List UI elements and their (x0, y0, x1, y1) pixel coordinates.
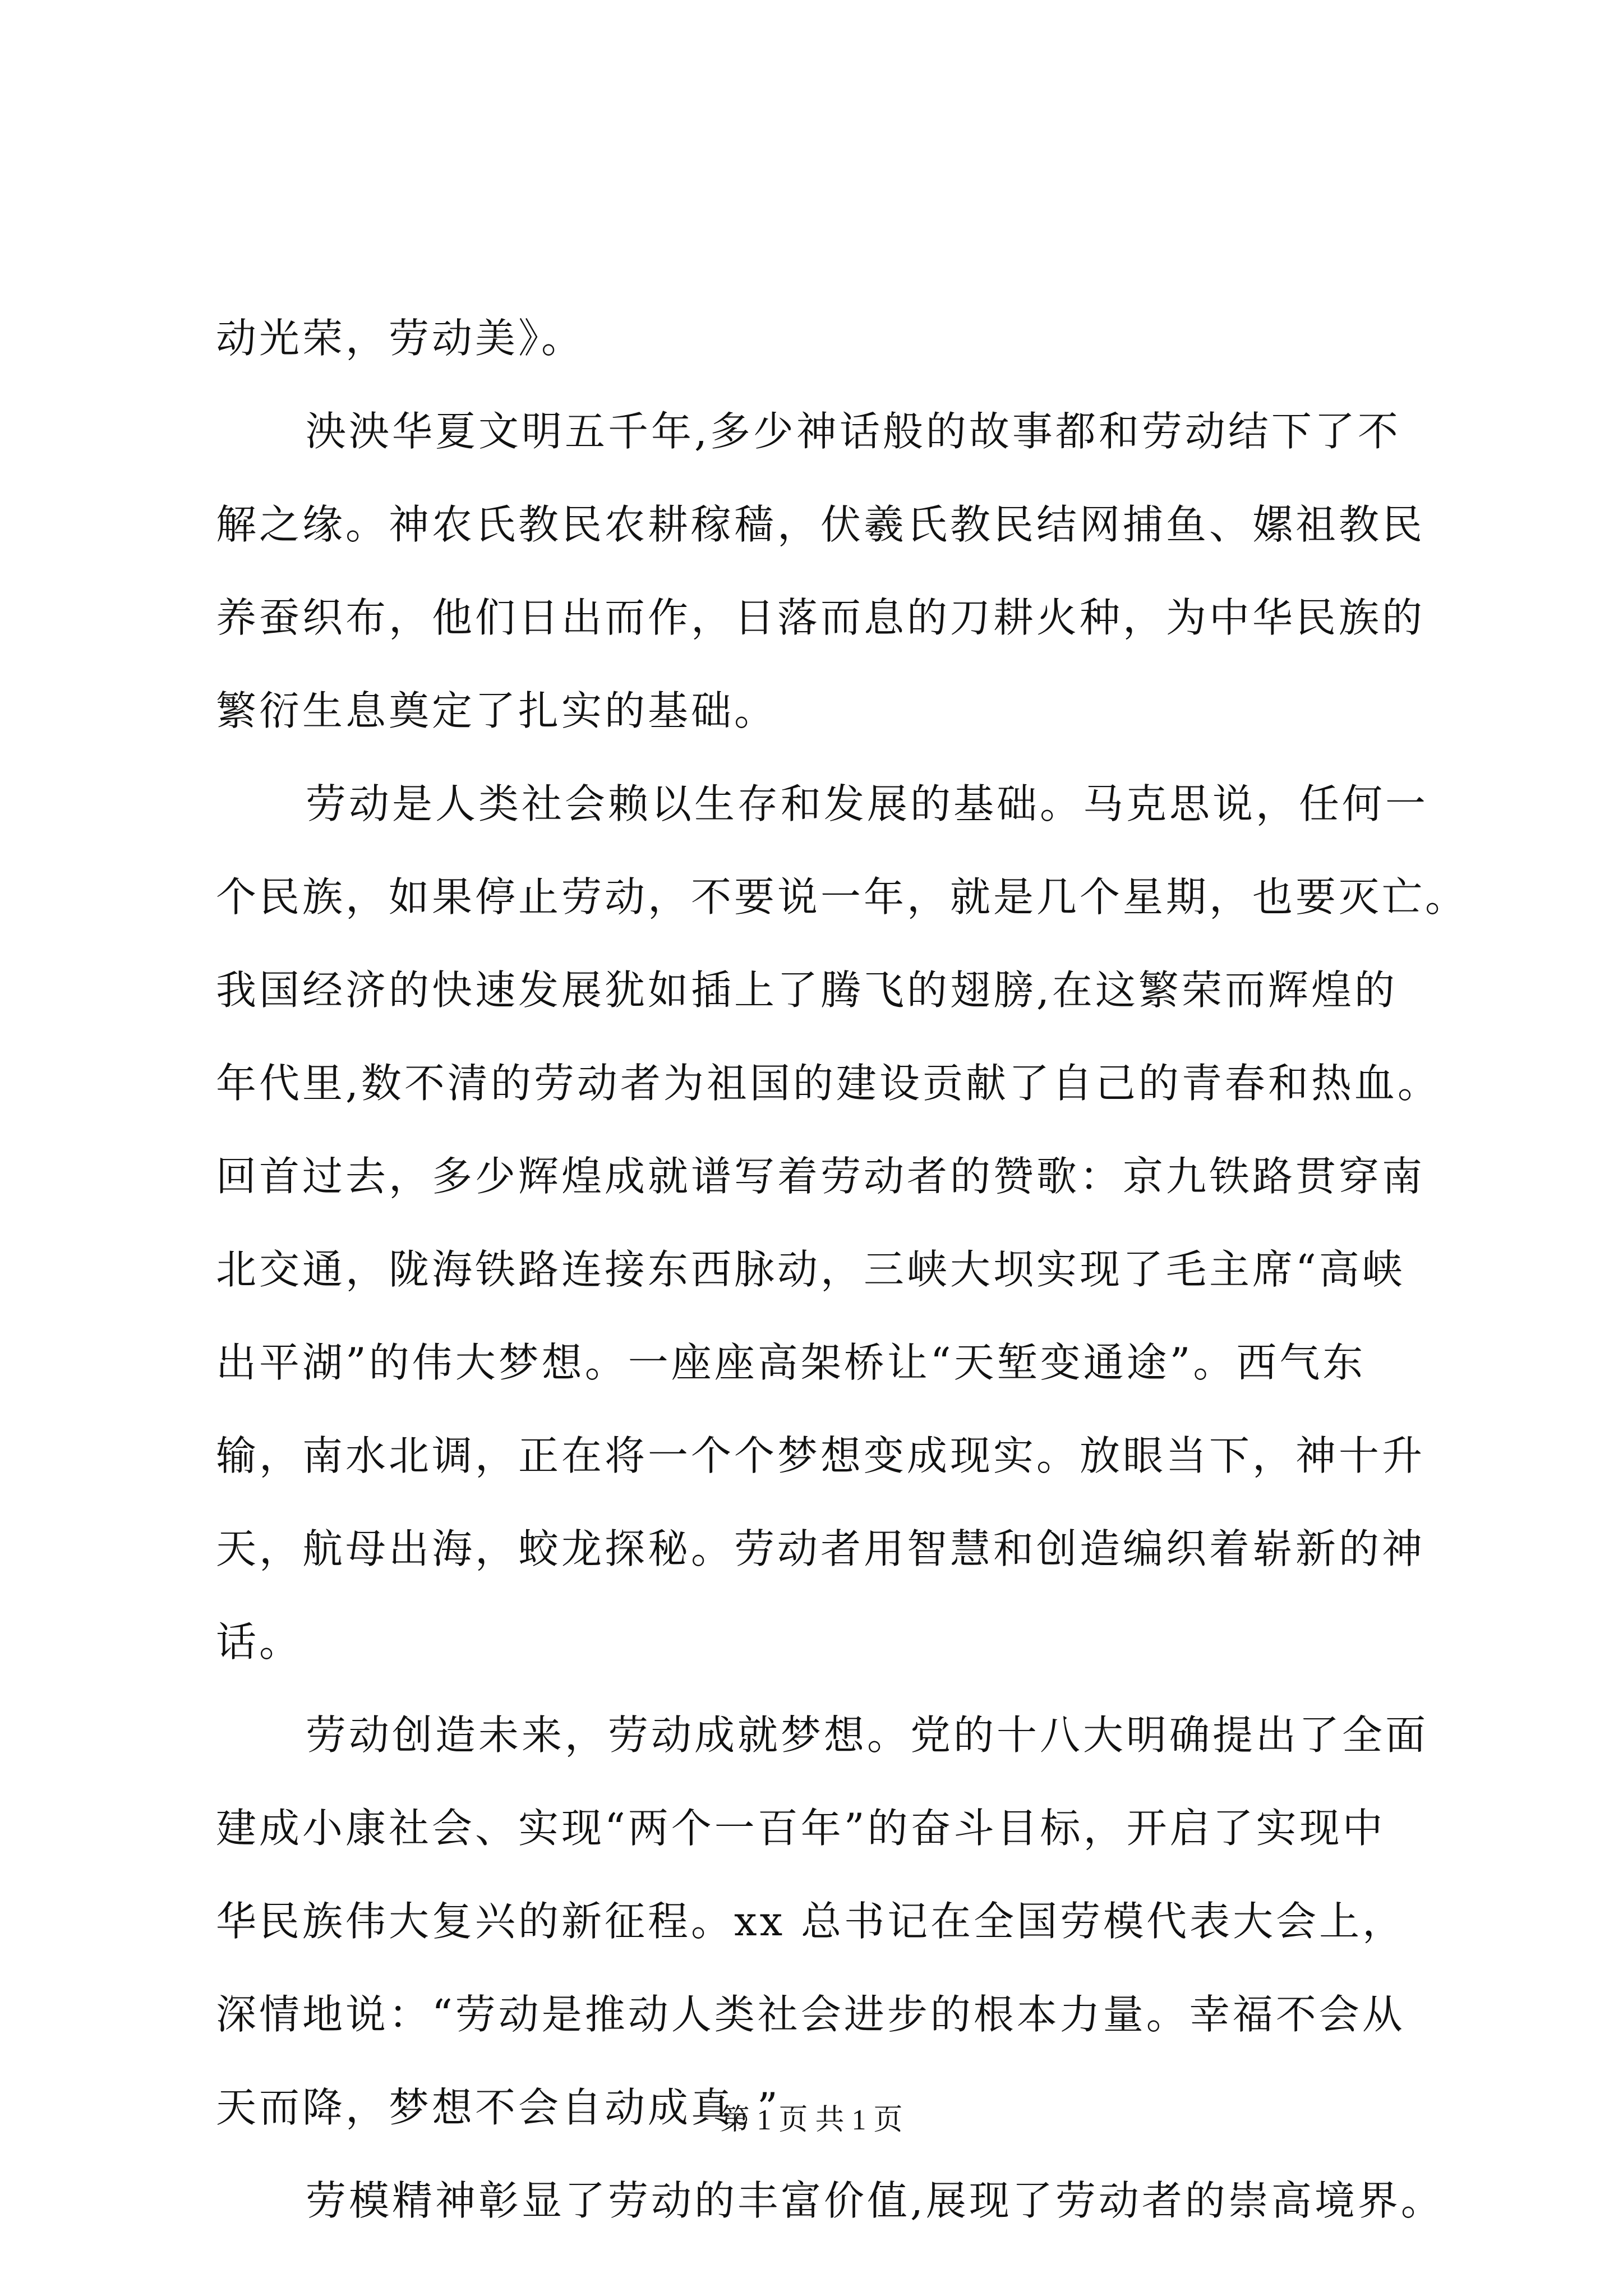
document-body (216, 292, 1469, 2247)
paragraph-start-line: 泱泱华夏文明五千年,多少神话般的故事都和劳动结下了不 (306, 408, 1401, 455)
paragraph-start-line: 劳动创造未来，劳动成就梦想。党的十八大明确提出了全面 (306, 1711, 1429, 1759)
text-line: 输，南水北调，正在将一个个梦想变成现实。放眼当下，神十升 (216, 1432, 1426, 1479)
text-line: 我国经济的快速发展犹如插上了腾飞的翅膀,在这繁荣而辉煌的 (216, 967, 1398, 1014)
text-line: 繁衍生息奠定了扎实的基础。 (216, 687, 778, 734)
text-line: 出平湖”的伟大梦想。一座座高架桥让“天堑变通途”。西气东 (216, 1339, 1366, 1386)
text-line: 深情地说：“劳动是推动人类社会进步的根本力量。幸福不会从 (216, 1991, 1405, 2038)
text-line: 华民族伟大复兴的新征程。xx 总书记在全国劳模代表大会上， (216, 1898, 1406, 1945)
paragraph-start-line: 劳模精神彰显了劳动的丰富价值,展现了劳动者的崇高境界。 (306, 2177, 1444, 2224)
page-footer: 第 1 页 共 1 页 (720, 2104, 903, 2136)
text-line: 天，航母出海，蛟龙探秘。劳动者用智慧和创造编织着崭新的神 (216, 1525, 1426, 1572)
text-line: 话。 (216, 1618, 303, 1665)
text-line: 解之缘。神农氏教民农耕稼穑，伏羲氏教民结网捕鱼、嫘祖教民 (216, 501, 1426, 548)
text-line: 北交通，陇海铁路连接东西脉动，三峡大坝实现了毛主席“高峡 (216, 1246, 1405, 1293)
text-line: 养蚕织布，他们日出而作，日落而息的刀耕火种，为中华民族的 (216, 594, 1426, 641)
text-line: 个民族，如果停止劳动，不要说一年，就是几个星期，也要灭亡。 (216, 873, 1469, 921)
text-line: 建成小康社会、实现“两个一百年”的奋斗目标，开启了实现中 (216, 1805, 1386, 1852)
text-line: 动光荣，劳动美》。 (216, 315, 585, 362)
text-line: 年代里,数不清的劳动者为祖国的建设贡献了自己的青春和热血。 (216, 1060, 1441, 1107)
text-line: 回首过去，多少辉煌成就谱写着劳动者的赞歌：京九铁路贯穿南 (216, 1153, 1426, 1200)
text-line: 天而降，梦想不会自动成真。” (216, 2084, 781, 2131)
paragraph-start-line: 劳动是人类社会赖以生存和发展的基础。马克思说，任何一 (306, 780, 1429, 827)
